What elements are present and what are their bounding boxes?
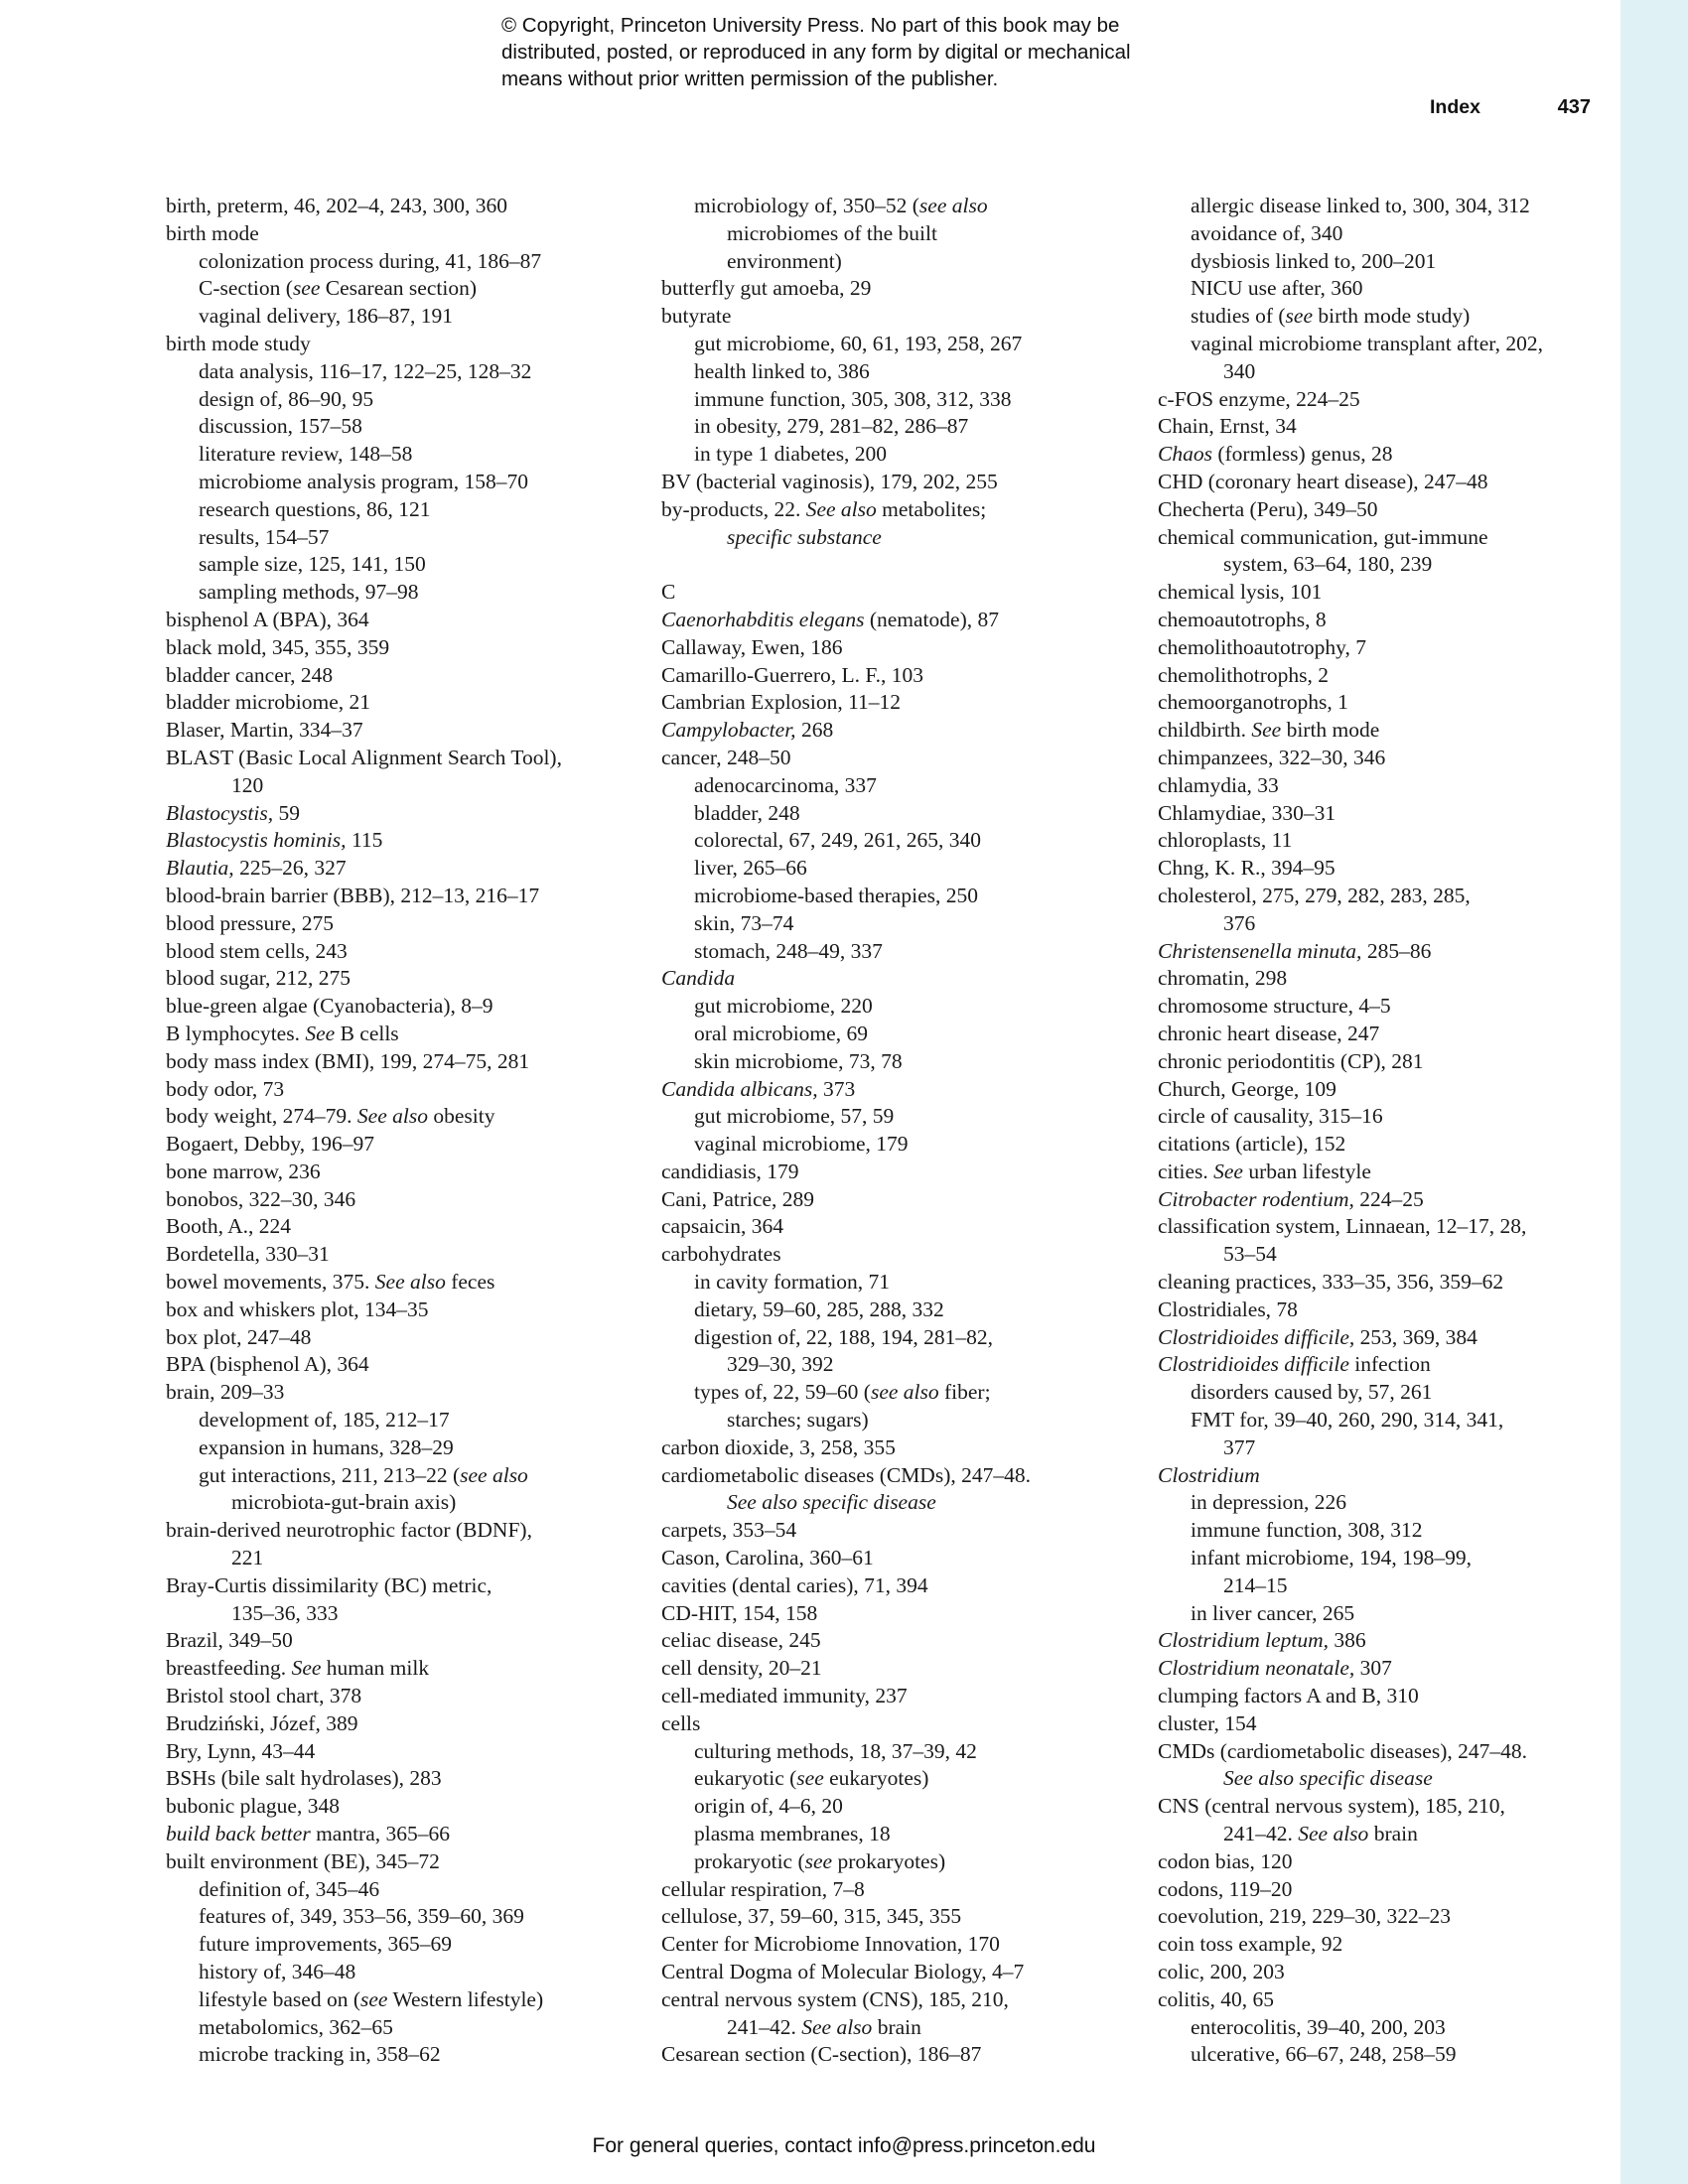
index-entry-continuation: microbiota-gut-brain axis) <box>231 1490 457 1515</box>
index-entry: body odor, 73 <box>166 1076 285 1101</box>
index-subentry: future improvements, 365–69 <box>199 1932 452 1957</box>
index-entry: BPA (bisphenol A), 364 <box>166 1352 369 1377</box>
index-entry: Candida albicans, 373 <box>661 1076 856 1101</box>
index-entry: bladder cancer, 248 <box>166 662 334 687</box>
index-subentry: expansion in humans, 328–29 <box>199 1434 454 1459</box>
index-entry: cardiometabolic diseases (CMDs), 247–48. <box>661 1462 1031 1487</box>
index-subentry: ulcerative, 66–67, 248, 258–59 <box>1191 2042 1457 2067</box>
index-entry: cell density, 20–21 <box>661 1656 822 1681</box>
index-subentry: research questions, 86, 121 <box>199 496 431 521</box>
index-entry: candidiasis, 179 <box>661 1159 799 1183</box>
index-entry-continuation: 241–42. See also brain <box>1223 1822 1418 1846</box>
index-entry-continuation: 120 <box>231 772 264 797</box>
index-entry: blood stem cells, 243 <box>166 938 348 963</box>
index-entry: chromatin, 298 <box>1158 966 1288 991</box>
index-entry: brain-derived neurotrophic factor (BDNF), <box>166 1518 532 1543</box>
index-subentry: sample size, 125, 141, 150 <box>199 552 426 577</box>
index-entry: capsaicin, 364 <box>661 1214 783 1239</box>
index-entry: chemical lysis, 101 <box>1158 580 1323 605</box>
index-subentry: liver, 265–66 <box>694 856 807 881</box>
index-entry-continuation: specific substance <box>727 524 882 549</box>
copyright-notice <box>501 12 1216 92</box>
index-entry: carbon dioxide, 3, 258, 355 <box>661 1434 896 1459</box>
index-entry-continuation: environment) <box>727 248 842 273</box>
index-subentry: discussion, 157–58 <box>199 414 362 439</box>
index-subentry: health linked to, 386 <box>694 358 870 383</box>
index-subentry: dietary, 59–60, 285, 288, 332 <box>694 1297 944 1321</box>
index-entry: cancer, 248–50 <box>661 745 791 769</box>
index-column-2 <box>661 193 1106 2069</box>
index-subentry: gut microbiome, 220 <box>694 994 873 1019</box>
index-entry: Blaser, Martin, 334–37 <box>166 718 363 743</box>
index-entry: central nervous system (CNS), 185, 210, <box>661 1986 1009 2011</box>
index-entry-continuation: 376 <box>1223 910 1256 935</box>
index-entry: blue-green algae (Cyanobacteria), 8–9 <box>166 994 493 1019</box>
index-entry: cells <box>661 1710 701 1735</box>
index-entry: colitis, 40, 65 <box>1158 1986 1275 2011</box>
page-number: 437 <box>1557 96 1591 118</box>
index-entry: birth mode study <box>166 331 311 355</box>
index-entry-continuation: starches; sugars) <box>727 1408 869 1433</box>
index-entry: codon bias, 120 <box>1158 1848 1293 1873</box>
index-subentry: plasma membranes, 18 <box>694 1822 891 1846</box>
index-subentry: skin, 73–74 <box>694 910 794 935</box>
index-subentry: vaginal delivery, 186–87, 191 <box>199 304 453 329</box>
index-column-3 <box>1158 193 1603 2069</box>
index-entry-continuation: 214–15 <box>1223 1572 1288 1597</box>
index-entry: chemoautotrophs, 8 <box>1158 607 1327 631</box>
index-subentry: microbiology of, 350–52 (see also <box>694 194 988 217</box>
index-entry: Blautia, 225–26, 327 <box>166 856 347 881</box>
index-entry: chlamydia, 33 <box>1158 772 1279 797</box>
index-subentry: eukaryotic (see eukaryotes) <box>694 1766 929 1791</box>
index-entry-continuation: 135–36, 333 <box>231 1600 339 1625</box>
side-margin-strip <box>1620 0 1688 2184</box>
index-entry: Center for Microbiome Innovation, 170 <box>661 1932 1000 1957</box>
index-subentry: vaginal microbiome, 179 <box>694 1132 909 1157</box>
index-entry: CD-HIT, 154, 158 <box>661 1600 818 1625</box>
index-spacer <box>661 551 1106 579</box>
index-entry: carbohydrates <box>661 1242 781 1267</box>
index-entry: Clostridioides difficile, 253, 369, 384 <box>1158 1324 1477 1349</box>
index-entry: body mass index (BMI), 199, 274–75, 281 <box>166 1048 530 1073</box>
index-subentry: FMT for, 39–40, 260, 290, 314, 341, <box>1191 1408 1504 1433</box>
index-entry: CNS (central nervous system), 185, 210, <box>1158 1794 1505 1819</box>
index-entry: Clostridiales, 78 <box>1158 1297 1298 1321</box>
index-entry: butterfly gut amoeba, 29 <box>661 276 872 301</box>
index-entry: childbirth. See birth mode <box>1158 718 1380 743</box>
index-entry: blood pressure, 275 <box>166 910 334 935</box>
index-subentry: stomach, 248–49, 337 <box>694 938 883 963</box>
index-subentry: development of, 185, 212–17 <box>199 1408 450 1433</box>
index-entry: Cesarean section (C-section), 186–87 <box>661 2042 982 2067</box>
copyright-line: means without prior written permission of the publisher. <box>501 68 999 90</box>
index-entry: chloroplasts, 11 <box>1158 828 1293 853</box>
index-entry: Chain, Ernst, 34 <box>1158 414 1297 439</box>
copyright-line: distributed, posted, or reproduced in any form by digital or mechanical <box>501 41 1131 64</box>
index-subentry: oral microbiome, 69 <box>694 1021 868 1045</box>
index-entry: CHD (coronary heart disease), 247–48 <box>1158 469 1488 493</box>
index-subentry: culturing methods, 18, 37–39, 42 <box>694 1738 977 1763</box>
index-subentry: in obesity, 279, 281–82, 286–87 <box>694 414 969 439</box>
index-entry: Central Dogma of Molecular Biology, 4–7 <box>661 1960 1025 1983</box>
index-entry: bone marrow, 236 <box>166 1159 321 1183</box>
index-entry: Callaway, Ewen, 186 <box>661 634 843 659</box>
index-subentry: metabolomics, 362–65 <box>199 2014 393 2039</box>
index-entry: blood sugar, 212, 275 <box>166 966 352 991</box>
index-subentry: in depression, 226 <box>1191 1490 1347 1515</box>
index-subentry: colorectal, 67, 249, 261, 265, 340 <box>694 828 982 853</box>
index-entry: breastfeeding. See human milk <box>166 1656 430 1681</box>
index-subentry: data analysis, 116–17, 122–25, 128–32 <box>199 358 532 383</box>
index-subentry: prokaryotic (see prokaryotes) <box>694 1848 946 1873</box>
index-entry: carpets, 353–54 <box>661 1518 797 1543</box>
index-entry: bladder microbiome, 21 <box>166 690 370 715</box>
index-subentry: design of, 86–90, 95 <box>199 386 374 411</box>
index-subentry: lifestyle based on (see Western lifestyle) <box>199 1986 544 2011</box>
index-entry: butyrate <box>661 304 732 329</box>
index-subentry: allergic disease linked to, 300, 304, 312 <box>1191 194 1530 217</box>
index-column-1 <box>166 193 611 2069</box>
index-entry: colic, 200, 203 <box>1158 1960 1285 1983</box>
index-entry: Bordetella, 330–31 <box>166 1242 330 1267</box>
index-subentry: immune function, 305, 308, 312, 338 <box>694 386 1012 411</box>
index-entry: chimpanzees, 322–30, 346 <box>1158 745 1386 769</box>
index-entry: C <box>661 580 676 605</box>
index-entry: Cambrian Explosion, 11–12 <box>661 690 902 715</box>
index-subentry: in type 1 diabetes, 200 <box>694 442 888 467</box>
index-entry-continuation: See also specific disease <box>727 1490 936 1515</box>
index-entry: Bry, Lynn, 43–44 <box>166 1738 316 1763</box>
index-entry: Camarillo-Guerrero, L. F., 103 <box>661 662 923 687</box>
index-entry: citations (article), 152 <box>1158 1132 1346 1157</box>
index-subentry: microbiome analysis program, 158–70 <box>199 469 528 493</box>
index-entry: clumping factors A and B, 310 <box>1158 1684 1419 1708</box>
index-entry: box and whiskers plot, 134–35 <box>166 1297 429 1321</box>
copyright-line: © Copyright, Princeton University Press. No part of this book may be <box>501 14 1120 37</box>
index-entry: brain, 209–33 <box>166 1380 285 1405</box>
index-entry: Checherta (Peru), 349–50 <box>1158 496 1378 521</box>
index-subentry: studies of (see birth mode study) <box>1191 304 1471 329</box>
index-subentry: enterocolitis, 39–40, 200, 203 <box>1191 2014 1446 2039</box>
index-subentry: C-section (see Cesarean section) <box>199 276 477 301</box>
index-entry: cell-mediated immunity, 237 <box>661 1684 908 1708</box>
index-subentry: gut microbiome, 57, 59 <box>694 1104 895 1129</box>
index-entry: cellulose, 37, 59–60, 315, 345, 355 <box>661 1904 962 1929</box>
index-subentry: microbe tracking in, 358–62 <box>199 2042 441 2067</box>
index-subentry: adenocarcinoma, 337 <box>694 772 877 797</box>
index-subentry: digestion of, 22, 188, 194, 281–82, <box>694 1324 993 1349</box>
index-entry: cholesterol, 275, 279, 282, 283, 285, <box>1158 883 1471 907</box>
index-entry: Chaos (formless) genus, 28 <box>1158 442 1393 467</box>
index-entry-continuation: 329–30, 392 <box>727 1352 834 1377</box>
index-entry: Church, George, 109 <box>1158 1076 1336 1101</box>
index-entry: bonobos, 322–30, 346 <box>166 1186 356 1211</box>
index-subentry: microbiome-based therapies, 250 <box>694 883 978 907</box>
index-entry-continuation: 221 <box>231 1546 264 1570</box>
index-subentry: NICU use after, 360 <box>1191 276 1363 301</box>
index-subentry: disorders caused by, 57, 261 <box>1191 1380 1433 1405</box>
index-entry: birth mode <box>166 220 259 245</box>
index-entry: build back better mantra, 365–66 <box>166 1822 451 1846</box>
index-subentry: gut interactions, 211, 213–22 (see also <box>199 1462 528 1487</box>
index-entry: circle of causality, 315–16 <box>1158 1104 1383 1129</box>
index-entry-continuation: 340 <box>1223 358 1256 383</box>
index-entry: c-FOS enzyme, 224–25 <box>1158 386 1360 411</box>
index-entry: Christensenella minuta, 285–86 <box>1158 938 1432 963</box>
index-entry: chemical communication, gut-immune <box>1158 524 1488 549</box>
index-entry: Caenorhabditis elegans (nematode), 87 <box>661 607 999 631</box>
index-subentry: bladder, 248 <box>694 800 800 825</box>
index-entry: Clostridium neonatale, 307 <box>1158 1656 1392 1681</box>
index-entry: Clostridium <box>1158 1462 1260 1487</box>
index-entry: Citrobacter rodentium, 224–25 <box>1158 1186 1424 1211</box>
index-entry-continuation: microbiomes of the built <box>727 220 937 245</box>
index-entry: chronic periodontitis (CP), 281 <box>1158 1048 1424 1073</box>
index-entry: chemolithotrophs, 2 <box>1158 662 1329 687</box>
index-entry: Chng, K. R., 394–95 <box>1158 856 1336 881</box>
index-subentry: in liver cancer, 265 <box>1191 1600 1355 1625</box>
index-subentry: features of, 349, 353–56, 359–60, 369 <box>199 1904 524 1929</box>
index-entry: Campylobacter, 268 <box>661 718 834 743</box>
index-subentry: infant microbiome, 194, 198–99, <box>1191 1546 1473 1570</box>
index-entry-continuation: 53–54 <box>1223 1242 1277 1267</box>
index-entry: chemolithoautotrophy, 7 <box>1158 634 1366 659</box>
index-entry: celiac disease, 245 <box>661 1628 821 1653</box>
index-subentry: immune function, 308, 312 <box>1191 1518 1423 1543</box>
index-entry: BSHs (bile salt hydrolases), 283 <box>166 1766 442 1791</box>
index-entry-continuation: 241–42. See also brain <box>727 2014 921 2039</box>
index-entry: BV (bacterial vaginosis), 179, 202, 255 <box>661 469 998 493</box>
index-entry: black mold, 345, 355, 359 <box>166 634 390 659</box>
index-subentry: skin microbiome, 73, 78 <box>694 1048 903 1073</box>
index-entry: cavities (dental caries), 71, 394 <box>661 1572 928 1597</box>
index-entry: chromosome structure, 4–5 <box>1158 994 1391 1019</box>
index-entry: coevolution, 219, 229–30, 322–23 <box>1158 1904 1452 1929</box>
index-entry: Booth, A., 224 <box>166 1214 292 1239</box>
index-entry: BLAST (Basic Local Alignment Search Tool), <box>166 745 562 769</box>
index-subentry: in cavity formation, 71 <box>694 1270 891 1295</box>
index-subentry: types of, 22, 59–60 (see also fiber; <box>694 1380 991 1405</box>
index-entry: birth, preterm, 46, 202–4, 243, 300, 360 <box>166 194 507 217</box>
index-entry: Clostridium leptum, 386 <box>1158 1628 1366 1653</box>
index-entry: codons, 119–20 <box>1158 1876 1293 1901</box>
index-entry: Bray-Curtis dissimilarity (BC) metric, <box>166 1572 492 1597</box>
index-entry: chemoorganotrophs, 1 <box>1158 690 1348 715</box>
index-subentry: sampling methods, 97–98 <box>199 580 419 605</box>
index-entry: Brudziński, Józef, 389 <box>166 1710 358 1735</box>
index-entry: box plot, 247–48 <box>166 1324 312 1349</box>
index-entry: Candida <box>661 966 736 991</box>
index-entry: Clostridioides difficile infection <box>1158 1352 1431 1377</box>
index-entry: Bristol stool chart, 378 <box>166 1684 362 1708</box>
index-subentry: dysbiosis linked to, 200–201 <box>1191 248 1437 273</box>
index-entry: Brazil, 349–50 <box>166 1628 293 1653</box>
index-entry: coin toss example, 92 <box>1158 1932 1343 1957</box>
footer-contact: For general queries, contact info@press.princeton.edu <box>592 2134 1096 2157</box>
index-subentry: colonization process during, 41, 186–87 <box>199 248 542 273</box>
index-subentry: literature review, 148–58 <box>199 442 413 467</box>
index-entry: cellular respiration, 7–8 <box>661 1876 865 1901</box>
index-entry: Cani, Patrice, 289 <box>661 1186 815 1211</box>
index-entry: built environment (BE), 345–72 <box>166 1848 440 1873</box>
index-entry: cleaning practices, 333–35, 356, 359–62 <box>1158 1270 1504 1295</box>
index-subentry: gut microbiome, 60, 61, 193, 258, 267 <box>694 331 1023 355</box>
index-entry-continuation: See also specific disease <box>1223 1766 1433 1791</box>
index-entry: Bogaert, Debby, 196–97 <box>166 1132 374 1157</box>
index-subentry: results, 154–57 <box>199 524 330 549</box>
index-entry: B lymphocytes. See B cells <box>166 1021 399 1045</box>
index-entry-continuation: system, 63–64, 180, 239 <box>1223 552 1433 577</box>
index-entry: cluster, 154 <box>1158 1710 1257 1735</box>
index-subentry: history of, 346–48 <box>199 1960 356 1983</box>
index-entry: cities. See urban lifestyle <box>1158 1159 1371 1183</box>
index-entry: bowel movements, 375. See also feces <box>166 1270 495 1295</box>
index-entry: Cason, Carolina, 360–61 <box>661 1546 874 1570</box>
index-entry-continuation: 377 <box>1223 1434 1256 1459</box>
index-entry: bubonic plague, 348 <box>166 1794 340 1819</box>
index-entry: Chlamydiae, 330–31 <box>1158 800 1336 825</box>
index-entry: bisphenol A (BPA), 364 <box>166 607 369 631</box>
index-entry: body weight, 274–79. See also obesity <box>166 1104 495 1129</box>
index-entry: Blastocystis, 59 <box>166 800 300 825</box>
index-entry: blood-brain barrier (BBB), 212–13, 216–17 <box>166 883 540 907</box>
index-entry: by-products, 22. See also metabolites; <box>661 496 987 521</box>
index-subentry: vaginal microbiome transplant after, 202, <box>1191 331 1543 355</box>
index-entry: CMDs (cardiometabolic diseases), 247–48. <box>1158 1738 1527 1763</box>
running-head-title: Index <box>1430 96 1480 118</box>
index-subentry: definition of, 345–46 <box>199 1876 380 1901</box>
index-entry: chronic heart disease, 247 <box>1158 1021 1380 1045</box>
index-entry: Blastocystis hominis, 115 <box>166 828 383 853</box>
index-subentry: avoidance of, 340 <box>1191 220 1343 245</box>
index-subentry: origin of, 4–6, 20 <box>694 1794 843 1819</box>
index-entry: classification system, Linnaean, 12–17, 28, <box>1158 1214 1527 1239</box>
